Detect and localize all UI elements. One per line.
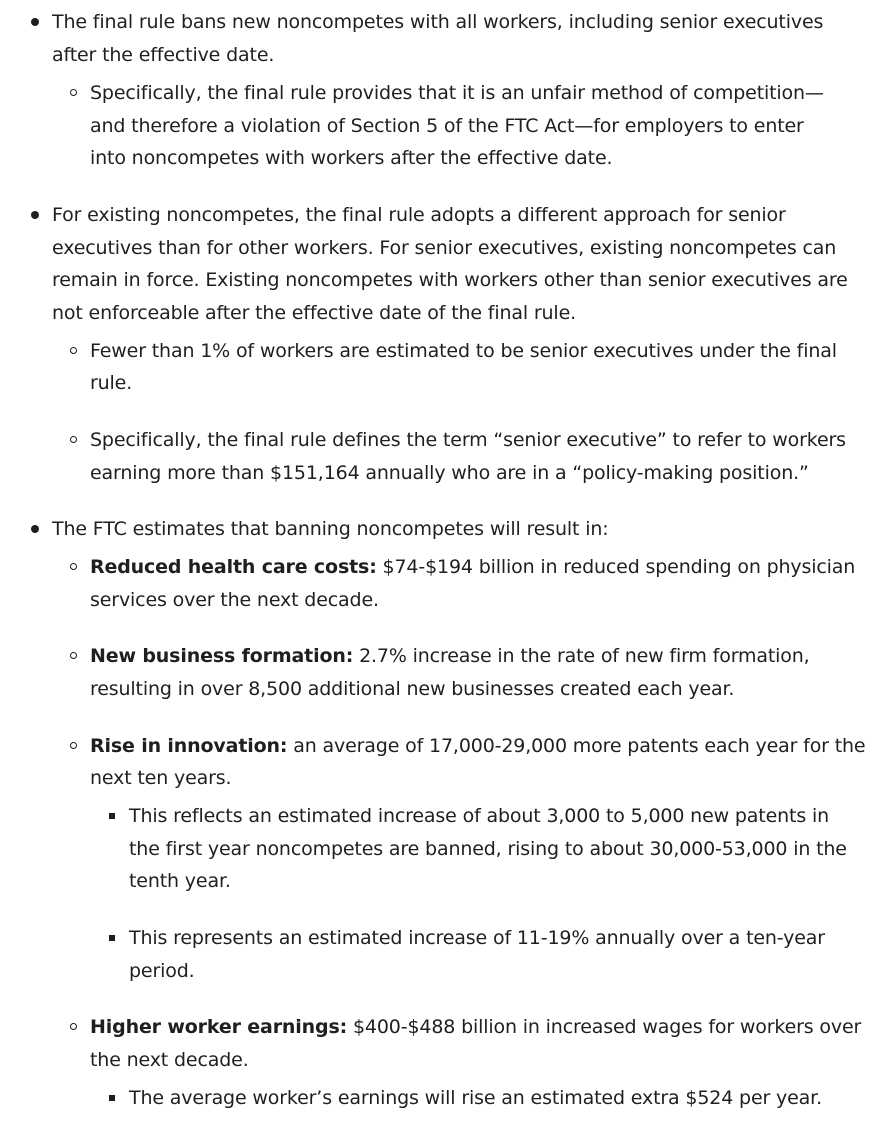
list-item-text: tenth year.	[129, 870, 231, 892]
list-item-text-run: an average of 17,000-29,000 more patents each year for the	[287, 735, 866, 757]
list-item-text: remain in force. Existing noncompetes with workers other than senior executives are	[52, 269, 848, 291]
bullet-disc-icon	[31, 525, 39, 533]
list-item-text: Specifically, the final rule defines the term “senior executive” to refer to workers	[90, 429, 846, 451]
bullet-square-icon	[109, 813, 115, 819]
bullet-disc-icon	[31, 211, 39, 219]
list-item-text: This represents an estimated increase of 11-19% annually over a ten-year	[129, 927, 825, 949]
list-item-text-run: 2.7% increase in the rate of new firm formation,	[353, 645, 810, 667]
list-item-text: This reflects an estimated increase of about 3,000 to 5,000 new patents in	[129, 805, 829, 827]
list-item-text: services over the next decade.	[90, 589, 379, 611]
bullet-circle-icon	[70, 347, 77, 354]
list-item-text: period.	[129, 960, 195, 982]
list-item-text: the next decade.	[90, 1049, 249, 1071]
list-item-text: next ten years.	[90, 767, 232, 789]
list-item-text: The FTC estimates that banning noncompetes will result in:	[52, 518, 609, 540]
list-item-text-run: $74-$194 billion in reduced spending on physician	[376, 556, 856, 578]
list-item-text: the first year noncompetes are banned, rising to about 30,000-53,000 in the	[129, 838, 847, 860]
bullet-square-icon	[109, 1095, 115, 1101]
bullet-circle-icon	[70, 563, 77, 570]
list-item-text	[90, 730, 865, 762]
list-item-text: executives than for other workers. For senior executives, existing noncompetes can	[52, 237, 837, 259]
list-item-text: resulting in over 8,500 additional new businesses created each year.	[90, 678, 735, 700]
bullet-circle-icon	[70, 436, 77, 443]
list-item-text-run: $400-$488 billion in increased wages for workers over	[347, 1016, 862, 1038]
list-item-text: Specifically, the final rule provides that it is an unfair method of competition—	[90, 82, 824, 104]
bullet-circle-icon	[70, 1023, 77, 1030]
list-item-text: not enforceable after the effective date of the final rule.	[52, 302, 576, 324]
list-item-text	[90, 1011, 861, 1043]
list-item-text: after the effective date.	[52, 44, 275, 66]
bullet-disc-icon	[31, 18, 39, 26]
bullet-square-icon	[109, 935, 115, 941]
list-item-heading: Reduced health care costs:	[90, 556, 377, 578]
list-item-heading: Higher worker earnings:	[90, 1016, 348, 1038]
list-item-text: The final rule bans new noncompetes with all workers, including senior executives	[52, 11, 824, 33]
list-item-text	[90, 640, 810, 672]
list-item-heading: Rise in innovation:	[90, 735, 288, 757]
list-item-text: For existing noncompetes, the final rule adopts a different approach for senior	[52, 204, 786, 226]
list-item-text: into noncompetes with workers after the effective date.	[90, 147, 613, 169]
list-item-text: earning more than $151,164 annually who are in a “policy-making position.”	[90, 462, 809, 484]
list-item-heading: New business formation:	[90, 645, 354, 667]
bullet-circle-icon	[70, 742, 77, 749]
list-item-text	[90, 551, 855, 583]
list-item-text: rule.	[90, 372, 133, 394]
bullet-circle-icon	[70, 89, 77, 96]
list-item-text: The average worker’s earnings will rise an estimated extra $524 per year.	[129, 1087, 822, 1109]
bullet-circle-icon	[70, 652, 77, 659]
list-item-text: and therefore a violation of Section 5 of the FTC Act—for employers to enter	[90, 115, 804, 137]
list-item-text: Fewer than 1% of workers are estimated to be senior executives under the final	[90, 340, 837, 362]
